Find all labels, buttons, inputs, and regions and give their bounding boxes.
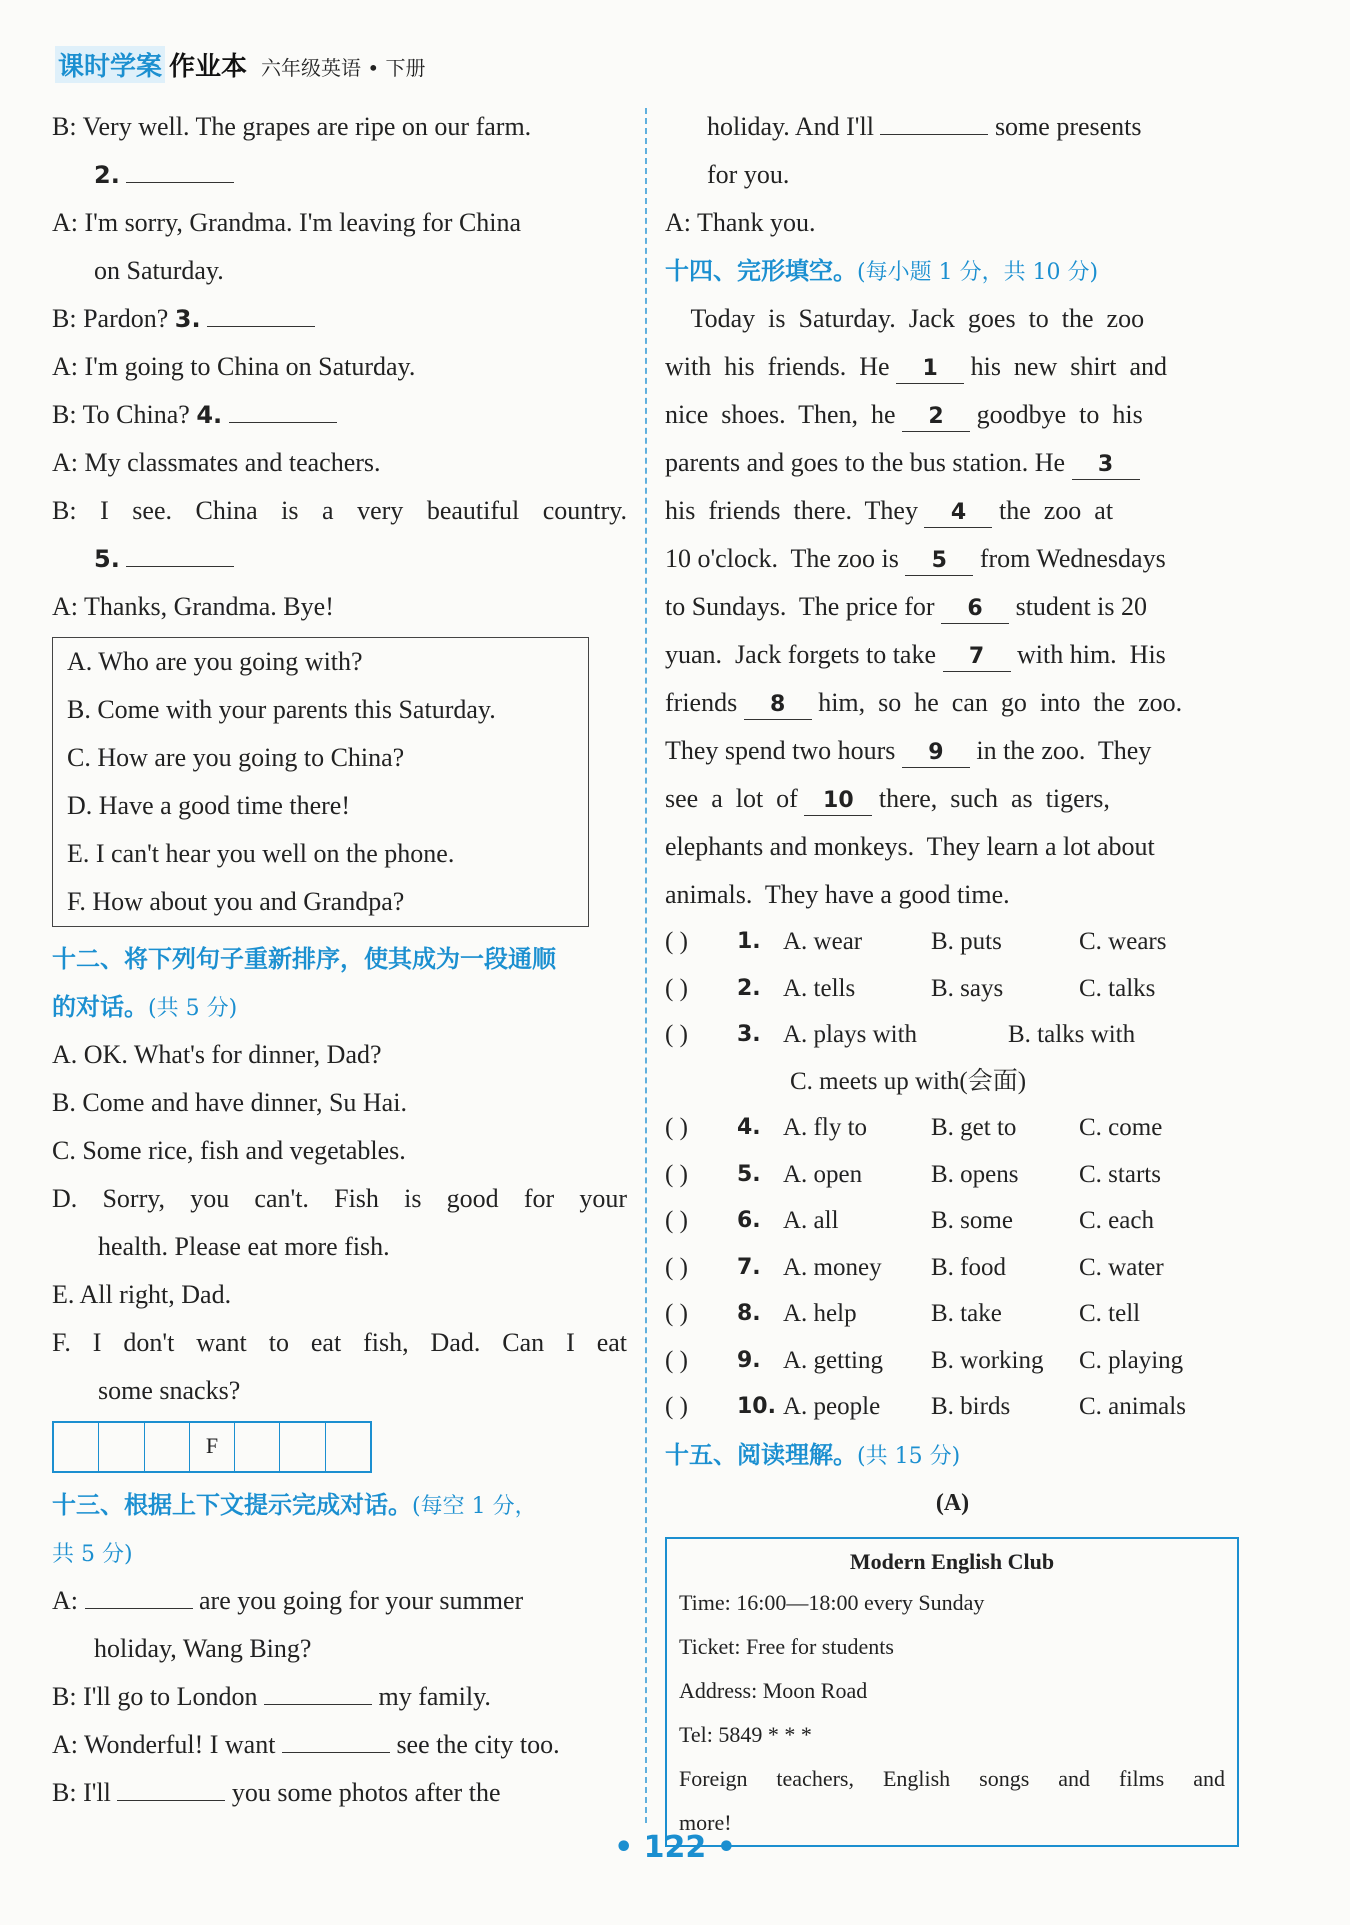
option-item: B. Come with your parents this Saturday.	[67, 695, 496, 724]
question-number: 7.	[737, 1254, 761, 1280]
cloze-blank[interactable]: 2	[902, 403, 970, 432]
sentence-line: health. Please eat more fish.	[98, 1232, 390, 1261]
passage-text: yuan. Jack forgets to take	[665, 640, 936, 669]
dialog-line	[52, 151, 627, 199]
section-14-title	[665, 247, 1240, 295]
speaker-label: A:	[52, 208, 78, 237]
dialog-text: Very well. The grapes are ripe on our farm.	[76, 112, 532, 141]
option-item: A. Who are you going with?	[67, 647, 363, 676]
club-title: Modern English Club	[849, 1548, 1055, 1574]
dialog-line	[52, 439, 627, 487]
passage-text: to Sundays. The price for	[665, 592, 935, 621]
option-b[interactable]: B. food	[931, 1253, 1006, 1281]
order-box[interactable]	[145, 1423, 190, 1471]
answer-bracket[interactable]: ( )	[665, 1160, 688, 1188]
passage-text: friends	[665, 688, 738, 717]
left-column	[52, 103, 627, 1817]
section-14-title-text: 十四、完形填空。	[665, 257, 857, 285]
answer-bracket[interactable]: ( )	[665, 1253, 688, 1281]
answer-bracket[interactable]: ( )	[665, 1207, 688, 1234]
dialog-text: I'll go to London	[76, 1682, 264, 1711]
section-12-title-text: 的对话。	[52, 993, 148, 1021]
speaker-label: A:	[52, 448, 78, 477]
speaker-label: A:	[52, 352, 78, 381]
cloze-blank[interactable]: 1	[896, 355, 964, 384]
answer-blank[interactable]	[126, 154, 234, 183]
club-info-row: Foreign teachers, English songs and films and	[679, 1765, 1225, 1791]
option-c[interactable]: C. each	[1079, 1207, 1154, 1234]
column-divider	[645, 108, 647, 1823]
section-13-score-cont	[52, 1529, 627, 1577]
option-c[interactable]: C. wears	[1079, 928, 1167, 955]
option-a[interactable]: A. money	[783, 1253, 882, 1281]
question-row	[665, 1012, 1240, 1059]
question-number: 2.	[737, 975, 761, 1001]
passage-line	[665, 871, 1240, 919]
question-row	[665, 1245, 1240, 1292]
passage-text: in the zoo. They	[969, 736, 1152, 765]
question-row	[665, 1105, 1240, 1152]
cloze-blank[interactable]: 10	[804, 787, 872, 816]
dialog-text: I see. China is a very beautiful country.	[76, 496, 627, 525]
passage-text: Today is Saturday. Jack goes to the zoo	[665, 304, 1145, 333]
answer-bracket[interactable]: ( )	[665, 1393, 688, 1420]
question-number: 3.	[737, 1022, 761, 1047]
section-12-title-cont	[52, 983, 627, 1031]
section-15-title	[665, 1431, 1240, 1479]
passage-line	[665, 583, 1240, 631]
option-a[interactable]: A. help	[783, 1300, 857, 1327]
blank-number: 4.	[196, 401, 223, 429]
question-row	[665, 1198, 1240, 1245]
passage-line	[665, 631, 1240, 679]
passage-text: parents and goes to the bus station. He	[665, 448, 1066, 477]
answer-bracket[interactable]: ( )	[665, 974, 688, 1002]
dialog-line	[52, 199, 627, 247]
passage-line	[665, 391, 1240, 439]
dialog-text: My classmates and teachers.	[78, 448, 381, 477]
option-b[interactable]: B. says	[931, 974, 1004, 1002]
speaker-label: B:	[52, 112, 77, 141]
speaker-label: B:	[52, 1682, 77, 1711]
question-row	[665, 966, 1240, 1013]
sentence-line: some snacks?	[98, 1376, 241, 1405]
club-notice	[665, 1537, 1239, 1847]
section-12-title: 十二、将下列句子重新排序，使其成为一段通顺	[52, 945, 556, 973]
dialog-line	[665, 151, 1240, 199]
page-header	[55, 46, 426, 80]
dialog-line	[52, 343, 627, 391]
dialog-text: I'm sorry, Grandma. I'm leaving for China	[78, 208, 522, 237]
passage-line	[665, 775, 1240, 823]
passage-text: his new shirt and	[964, 352, 1168, 381]
dialog-text: Pardon?	[76, 304, 175, 333]
passage-line	[665, 727, 1240, 775]
answer-blank[interactable]	[117, 1772, 225, 1801]
dialog-text: some presents	[988, 112, 1142, 141]
passage-text: animals. They have a good time.	[665, 880, 1010, 909]
option-c[interactable]: C. tell	[1079, 1300, 1141, 1327]
option-b[interactable]: B. birds	[931, 1393, 1011, 1420]
option-a[interactable]: A. all	[783, 1207, 839, 1234]
passage-text: there, such as tigers,	[872, 784, 1110, 813]
passage-text: him, so he can go into the zoo.	[811, 688, 1183, 717]
dialog-line	[665, 199, 1240, 247]
dialog-line	[52, 295, 627, 343]
dialog-text: To China?	[76, 400, 197, 429]
cloze-blank[interactable]: 5	[905, 547, 973, 576]
passage-text: the zoo at	[992, 496, 1114, 525]
option-b[interactable]: B. puts	[931, 928, 1002, 955]
option-item: D. Have a good time there!	[67, 791, 351, 820]
dialog-text: my family.	[371, 1682, 491, 1711]
passage-text: student is 20	[1009, 592, 1148, 621]
option-b[interactable]: B. get to	[931, 1114, 1017, 1141]
sentence-line: B. Come and have dinner, Su Hai.	[52, 1088, 407, 1117]
cloze-blank[interactable]: 3	[1072, 451, 1140, 480]
dialog-text: Thank you.	[691, 208, 816, 237]
option-c[interactable]: C. starts	[1079, 1160, 1161, 1188]
option-c[interactable]: C. playing	[1079, 1346, 1184, 1374]
passage-text: 10 o'clock. The zoo is	[665, 544, 899, 573]
club-info-row: Time: 16:00—18:00 every Sunday	[679, 1589, 985, 1615]
option-c[interactable]: C. animals	[1079, 1393, 1186, 1420]
option-item: F. How about you and Grandpa?	[67, 887, 405, 916]
passage-text: his friends there. They	[665, 496, 918, 525]
order-box[interactable]	[54, 1423, 99, 1471]
answer-bracket[interactable]: ( )	[665, 1114, 688, 1141]
option-b[interactable]: B. some	[931, 1207, 1013, 1234]
answer-bracket[interactable]: ( )	[665, 1346, 688, 1374]
section-12-score: (共 5 分)	[148, 996, 238, 1021]
dialog-line	[52, 247, 627, 295]
passage-line	[665, 343, 1240, 391]
answer-blank[interactable]	[85, 1580, 193, 1609]
section-14-score: (每小题 1 分，共 10 分)	[857, 260, 1099, 285]
section-15-score: (共 15 分)	[857, 1443, 961, 1469]
dialog-line	[52, 583, 627, 631]
book-subtitle: 六年级英语 • 下册	[261, 56, 426, 80]
section-13-title	[52, 1481, 627, 1529]
passage-text: with him. His	[1010, 640, 1166, 669]
speaker-label: A:	[665, 208, 691, 237]
passage-line	[665, 679, 1240, 727]
answer-blank[interactable]	[282, 1724, 390, 1753]
club-info-row: Tel: 5849 * * *	[679, 1721, 812, 1747]
sentence-line: A. OK. What's for dinner, Dad?	[52, 1040, 382, 1069]
passage-line	[665, 535, 1240, 583]
cloze-blank[interactable]: 4	[924, 499, 992, 528]
answer-blank[interactable]	[207, 298, 315, 327]
section-13-score: (每空 1 分，	[412, 1494, 537, 1519]
section-13-title-text: 十三、根据上下文提示完成对话。	[52, 1491, 412, 1519]
dialog-line	[52, 1625, 627, 1673]
dialog-text: you some photos after the	[225, 1778, 501, 1807]
blank-number: 5.	[94, 545, 120, 573]
brand-main: 作业本	[169, 52, 248, 82]
order-answer-boxes	[52, 1421, 372, 1473]
question-row	[665, 1338, 1240, 1385]
question-row	[665, 1384, 1240, 1431]
passage-text: elephants and monkeys. They learn a lot about	[665, 832, 1155, 861]
dialog-text: holiday. And I'll	[707, 112, 881, 141]
order-box[interactable]	[280, 1423, 325, 1471]
order-box[interactable]	[326, 1423, 370, 1471]
cloze-blank[interactable]: 6	[941, 595, 1009, 624]
answer-blank[interactable]	[229, 394, 337, 423]
part-label: (A)	[935, 1489, 970, 1516]
dialog-line	[52, 487, 627, 535]
blank-number: 2.	[94, 161, 120, 189]
dialog-line	[665, 103, 1240, 151]
passage-text: from Wednesdays	[973, 544, 1166, 573]
blank-number: 3.	[174, 305, 201, 333]
cloze-blank[interactable]: 7	[943, 643, 1011, 672]
question-number: 6.	[737, 1208, 761, 1233]
option-b[interactable]: B. talks with	[1008, 1021, 1136, 1048]
club-info-row: Address: Moon Road	[679, 1677, 868, 1703]
cloze-blank[interactable]: 9	[902, 739, 970, 768]
option-b[interactable]: B. working	[931, 1346, 1044, 1374]
answer-bracket[interactable]: ( )	[665, 1021, 688, 1048]
order-box[interactable]: F	[190, 1423, 235, 1471]
passage-line	[665, 823, 1240, 871]
option-a[interactable]: A. fly to	[783, 1114, 868, 1141]
order-box[interactable]	[235, 1423, 280, 1471]
order-box[interactable]	[99, 1423, 144, 1471]
option-a[interactable]: A. tells	[783, 974, 856, 1002]
option-a[interactable]: A. wear	[783, 928, 863, 955]
passage-text: They spend two hours	[665, 736, 896, 765]
dialog-line	[52, 1721, 627, 1769]
club-info-row: Ticket: Free for students	[679, 1633, 894, 1659]
dialog-line	[52, 1673, 627, 1721]
dialog-text: Wonderful! I want	[78, 1730, 282, 1759]
option-a[interactable]: A. open	[783, 1160, 863, 1188]
section-15-title-text: 十五、阅读理解。	[665, 1440, 857, 1469]
dialog-text: holiday, Wang Bing?	[94, 1634, 312, 1663]
club-info-row: more!	[679, 1809, 732, 1835]
brand-highlight: 课时学案	[55, 46, 165, 83]
dialog-text: are you going for your summer	[192, 1586, 524, 1615]
dialog-text: see the city too.	[389, 1730, 560, 1759]
question-row	[665, 1291, 1240, 1338]
answer-blank[interactable]	[264, 1676, 372, 1705]
option-c[interactable]: C. meets up with(会面)	[790, 1067, 1027, 1095]
speaker-label: B:	[52, 1778, 77, 1807]
passage-text: nice shoes. Then, he	[665, 400, 896, 429]
question-row-cont	[665, 1059, 1240, 1106]
option-c[interactable]: C. talks	[1079, 974, 1156, 1002]
dialog-line	[52, 535, 627, 583]
speaker-label: B:	[52, 496, 77, 525]
passage-text: see a lot of	[665, 784, 798, 813]
option-a[interactable]: A. plays with	[783, 1021, 918, 1048]
sentence-line: E. All right, Dad.	[52, 1280, 232, 1309]
options-box	[52, 637, 589, 927]
question-number: 4.	[737, 1115, 761, 1140]
sentence-line: D. Sorry, you can't. Fish is good for your	[52, 1184, 627, 1213]
passage-line	[665, 487, 1240, 535]
passage-line	[665, 295, 1240, 343]
dialog-text: on Saturday.	[94, 256, 224, 285]
option-item: C. How are you going to China?	[67, 743, 405, 772]
speaker-label: A:	[52, 592, 78, 621]
dialog-text: for you.	[707, 160, 790, 189]
question-number: 9.	[737, 1347, 761, 1373]
cloze-blank[interactable]: 8	[744, 691, 812, 720]
passage-text: with his friends. He	[665, 352, 890, 381]
option-b[interactable]: B. take	[931, 1300, 1002, 1327]
section-13-score-text: 共 5 分)	[52, 1542, 133, 1567]
answer-blank[interactable]	[880, 106, 988, 135]
page-number: • 122 •	[614, 1830, 736, 1865]
sentence-line: F. I don't want to eat fish, Dad. Can I eat	[52, 1328, 627, 1357]
dialog-text: Thanks, Grandma. Bye!	[78, 592, 334, 621]
passage-line	[665, 439, 1240, 487]
dialog-line	[52, 1769, 627, 1817]
speaker-label: B:	[52, 304, 77, 333]
option-c[interactable]: C. water	[1079, 1253, 1164, 1281]
option-a[interactable]: A. people	[783, 1393, 881, 1420]
dialog-text: I'll	[76, 1778, 118, 1807]
passage-text: goodbye to his	[970, 400, 1143, 429]
answer-bracket[interactable]: ( )	[665, 928, 688, 955]
speaker-label: A:	[52, 1730, 78, 1759]
question-number: 8.	[737, 1301, 761, 1326]
option-item: E. I can't hear you well on the phone.	[67, 839, 455, 868]
answer-blank[interactable]	[126, 538, 234, 567]
question-row	[665, 919, 1240, 966]
dialog-line	[52, 391, 627, 439]
answer-bracket[interactable]: ( )	[665, 1300, 688, 1327]
option-a[interactable]: A. getting	[783, 1346, 883, 1374]
option-c[interactable]: C. come	[1079, 1114, 1163, 1141]
sentence-line: C. Some rice, fish and vegetables.	[52, 1136, 406, 1165]
speaker-label: B:	[52, 400, 77, 429]
right-column	[665, 103, 1240, 1847]
option-b[interactable]: B. opens	[931, 1160, 1019, 1188]
dialog-text: I'm going to China on Saturday.	[78, 352, 416, 381]
speaker-label: A:	[52, 1586, 78, 1615]
question-row	[665, 1152, 1240, 1199]
dialog-line	[52, 1577, 627, 1625]
dialog-line	[52, 103, 627, 151]
question-number: 1.	[737, 929, 761, 954]
question-number: 10.	[737, 1394, 776, 1419]
question-number: 5.	[737, 1161, 761, 1187]
